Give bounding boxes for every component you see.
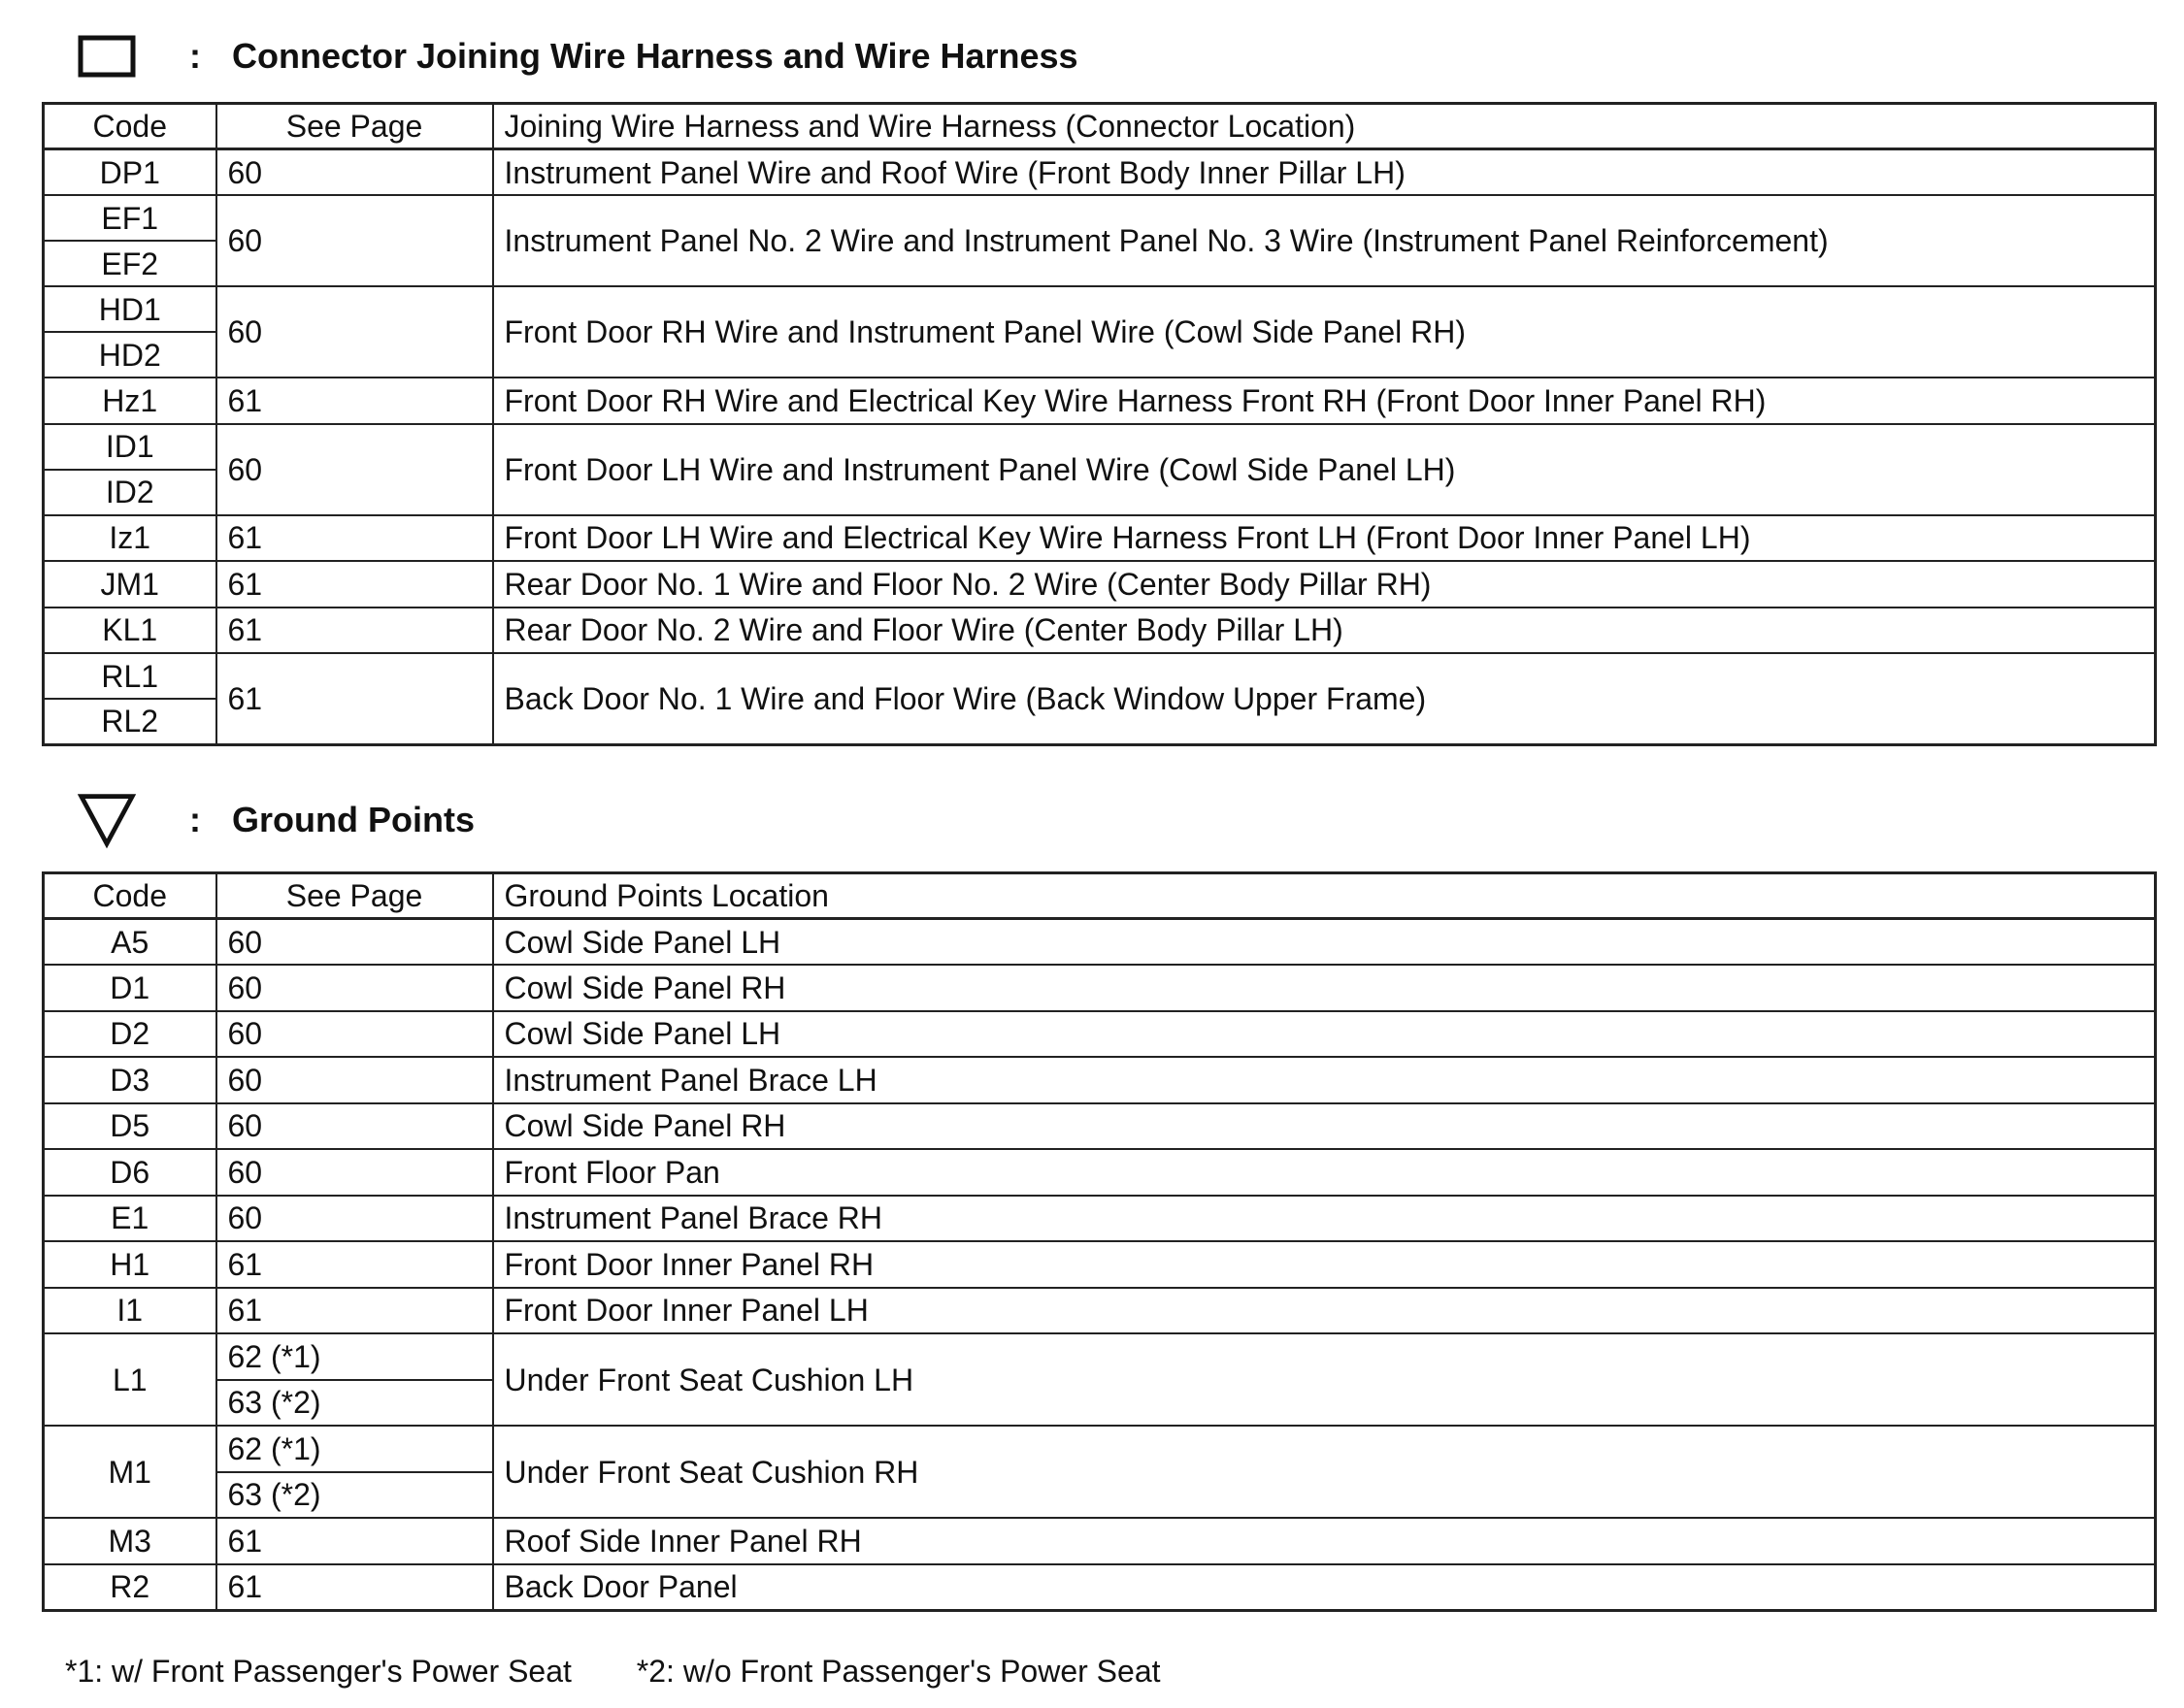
see-page-cell: 60 — [216, 919, 493, 966]
table-row — [44, 608, 2156, 654]
table-row — [44, 919, 2156, 966]
table-row — [44, 378, 2156, 424]
see-page-cell: 62 (*1) — [216, 1333, 493, 1380]
ground-table — [42, 871, 2157, 1612]
code-cell: D1 — [44, 965, 216, 1011]
connector-section-title: Connector Joining Wire Harness and Wire Harness — [232, 36, 1078, 76]
table-row — [44, 1564, 2156, 1611]
see-page-cell: 61 — [216, 1518, 493, 1564]
table-row — [44, 1426, 2156, 1472]
code-cell: RL1 — [44, 653, 216, 699]
location-cell: Cowl Side Panel RH — [493, 1103, 2156, 1150]
code-cell: L1 — [44, 1333, 216, 1426]
location-cell: Under Front Seat Cushion LH — [493, 1333, 2156, 1426]
connector-table — [42, 102, 2157, 746]
see-page-cell: 61 — [216, 653, 493, 744]
table-row — [44, 1011, 2156, 1058]
code-cell: ID2 — [44, 470, 216, 515]
code-cell: M3 — [44, 1518, 216, 1564]
location-cell: Front Door LH Wire and Electrical Key Wire Harness Front LH (Front Door Inner Panel LH) — [493, 515, 2156, 562]
see-page-cell: 61 — [216, 561, 493, 608]
see-page-cell: 63 (*2) — [216, 1380, 493, 1427]
code-cell: HD1 — [44, 286, 216, 332]
code-cell: R2 — [44, 1564, 216, 1611]
code-cell: ID1 — [44, 424, 216, 470]
location-cell: Cowl Side Panel LH — [493, 919, 2156, 966]
ground-section-title: Ground Points — [232, 800, 475, 839]
heading-colon: : — [189, 800, 201, 839]
location-cell: Instrument Panel Brace RH — [493, 1196, 2156, 1242]
code-cell: Hz1 — [44, 378, 216, 424]
see-page-cell: 60 — [216, 286, 493, 378]
table-row — [44, 561, 2156, 608]
code-cell: D2 — [44, 1011, 216, 1058]
code-cell: M1 — [44, 1426, 216, 1518]
location-cell: Rear Door No. 2 Wire and Floor Wire (Center Body Pillar LH) — [493, 608, 2156, 654]
table-row — [44, 1057, 2156, 1103]
location-cell: Under Front Seat Cushion RH — [493, 1426, 2156, 1518]
table-row — [44, 1518, 2156, 1564]
header-code: Code — [44, 873, 216, 919]
location-cell: Back Door No. 1 Wire and Floor Wire (Back Window Upper Frame) — [493, 653, 2156, 744]
see-page-cell: 61 — [216, 378, 493, 424]
location-cell: Rear Door No. 1 Wire and Floor No. 2 Wire (Center Body Pillar RH) — [493, 561, 2156, 608]
table-header-row — [44, 104, 2156, 149]
heading-colon: : — [189, 36, 201, 76]
header-location: Joining Wire Harness and Wire Harness (Connector Location) — [493, 104, 2156, 149]
location-cell: Cowl Side Panel RH — [493, 965, 2156, 1011]
table-row — [44, 1333, 2156, 1380]
code-cell: HD2 — [44, 332, 216, 378]
table-row — [44, 424, 2156, 470]
code-cell: Iz1 — [44, 515, 216, 562]
header-see-page: See Page — [216, 104, 493, 149]
code-cell: EF2 — [44, 241, 216, 286]
location-cell: Instrument Panel No. 2 Wire and Instrument Panel No. 3 Wire (Instrument Panel Reinforcement) — [493, 195, 2156, 286]
see-page-cell: 61 — [216, 1564, 493, 1611]
code-cell: EF1 — [44, 195, 216, 241]
see-page-cell: 61 — [216, 1288, 493, 1334]
see-page-cell: 61 — [216, 608, 493, 654]
footnotes — [65, 1654, 1161, 1690]
table-row — [44, 195, 2156, 241]
table-row — [44, 1196, 2156, 1242]
see-page-cell: 60 — [216, 965, 493, 1011]
see-page-cell: 60 — [216, 195, 493, 286]
code-cell: JM1 — [44, 561, 216, 608]
see-page-cell: 60 — [216, 1011, 493, 1058]
location-cell: Back Door Panel — [493, 1564, 2156, 1611]
location-cell: Cowl Side Panel LH — [493, 1011, 2156, 1058]
see-page-cell: 60 — [216, 149, 493, 196]
see-page-cell: 62 (*1) — [216, 1426, 493, 1472]
code-cell: D6 — [44, 1149, 216, 1196]
location-cell: Front Door RH Wire and Electrical Key Wire Harness Front RH (Front Door Inner Panel RH) — [493, 378, 2156, 424]
connector-box-icon — [78, 32, 136, 81]
see-page-cell: 60 — [216, 1103, 493, 1150]
location-cell: Front Door RH Wire and Instrument Panel Wire (Cowl Side Panel RH) — [493, 286, 2156, 378]
code-cell: DP1 — [44, 149, 216, 196]
ground-triangle-icon — [78, 796, 136, 844]
see-page-cell: 61 — [216, 515, 493, 562]
ground-section-heading — [78, 796, 475, 844]
code-cell: KL1 — [44, 608, 216, 654]
see-page-cell: 60 — [216, 424, 493, 515]
header-code: Code — [44, 104, 216, 149]
location-cell: Instrument Panel Brace LH — [493, 1057, 2156, 1103]
footnote-1: *1: w/ Front Passenger's Power Seat — [65, 1654, 572, 1689]
see-page-cell: 61 — [216, 1241, 493, 1288]
code-cell: D5 — [44, 1103, 216, 1150]
location-cell: Front Door LH Wire and Instrument Panel Wire (Cowl Side Panel LH) — [493, 424, 2156, 515]
see-page-cell: 60 — [216, 1057, 493, 1103]
see-page-cell: 60 — [216, 1149, 493, 1196]
code-cell: RL2 — [44, 699, 216, 744]
code-cell: E1 — [44, 1196, 216, 1242]
location-cell: Front Door Inner Panel LH — [493, 1288, 2156, 1334]
table-row — [44, 149, 2156, 196]
code-cell: D3 — [44, 1057, 216, 1103]
footnote-2: *2: w/o Front Passenger's Power Seat — [636, 1654, 1161, 1689]
see-page-cell: 63 (*2) — [216, 1472, 493, 1519]
table-row — [44, 515, 2156, 562]
connector-section-heading — [78, 32, 1078, 81]
location-cell: Roof Side Inner Panel RH — [493, 1518, 2156, 1564]
location-cell: Front Door Inner Panel RH — [493, 1241, 2156, 1288]
location-cell: Front Floor Pan — [493, 1149, 2156, 1196]
table-row — [44, 1103, 2156, 1150]
code-cell: A5 — [44, 919, 216, 966]
code-cell: H1 — [44, 1241, 216, 1288]
table-row — [44, 1241, 2156, 1288]
table-row — [44, 1288, 2156, 1334]
table-row — [44, 1149, 2156, 1196]
table-header-row — [44, 873, 2156, 919]
table-row — [44, 653, 2156, 699]
table-row — [44, 286, 2156, 332]
table-row — [44, 965, 2156, 1011]
header-see-page: See Page — [216, 873, 493, 919]
header-location: Ground Points Location — [493, 873, 2156, 919]
see-page-cell: 60 — [216, 1196, 493, 1242]
code-cell: I1 — [44, 1288, 216, 1334]
location-cell: Instrument Panel Wire and Roof Wire (Front Body Inner Pillar LH) — [493, 149, 2156, 196]
